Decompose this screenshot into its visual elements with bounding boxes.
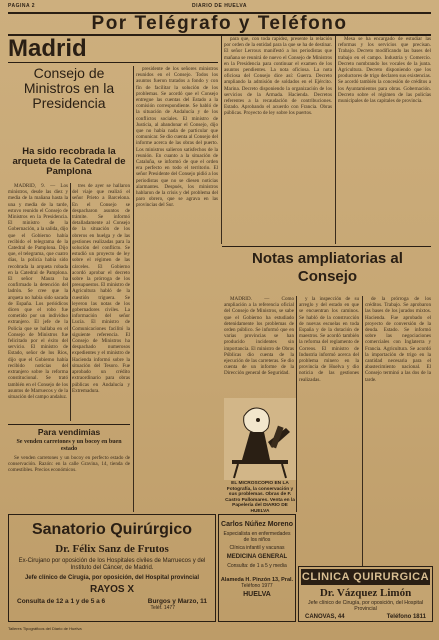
clinica-jefe: Jefe clínico de Cirugía, por oposición, del Hospital Provincial [307, 600, 424, 612]
doctor-address: Alameda H. Pinzón 13, Pral. [220, 577, 294, 583]
page-header [8, 2, 431, 10]
consulta-hours: Consulta: de 1 a 5 y media [227, 563, 287, 569]
article-column-1 [8, 183, 68, 421]
madrid-heading: Madrid [8, 36, 87, 60]
clinica-title: CLINICA QUIRURGICA [301, 571, 430, 583]
doctor-name: Carlos Núñez Moreno [221, 521, 293, 528]
microscope-illustration [224, 398, 296, 480]
notas-column-3 [365, 296, 431, 566]
article-text: para que, con toda rapidez, presente la relación por orden de la entidad para la que se ha de destinar. El señor Lerroux manifestó a los periodistas que mañana se reunirá de nuevo el Consejo de Ministros en la Presidencia para continuar el examen de los asuntos pendientes. La nota oficiosa. La nota oficiosa del Consejo dice así: Guerra. Decreto ampliando la admisión de soldados en el Ejército. Marina. Decreto disponiendo la organización de los servicios de la Armada. Hacienda. Decretos referentes a la recaudación de contribuciones. Estado. Aprobando el acuerdo con Francia. Obras públicas. Proyecto de ley sobre los puertos. [224, 36, 332, 117]
divider [222, 246, 431, 247]
page-number: PAGINA 2 [8, 3, 36, 9]
notas-text: y la inspección de su arreglo y del estado en que se encuentran los caminos. Se habló de la construcción de nuevas escuelas en toda España y de la dotación de maestros. Se acordó también la reforma del reglamento de Correos. El ministro de Industria informó acerca del problema minero en la provincia de Huelva y dio noticia de las gestiones realizadas. [299, 296, 359, 383]
vendimias-subtitle: Se venden carretones y un bocoy en buen estado [16, 439, 122, 452]
sanatorio-jefe: Jefe clínico de Cirugía, por oposición, del Hospital provincial [24, 575, 200, 581]
article-text: tres de ayer se hallaron del viaje que realizó el señor Prieto a Barcelona. En el Consejo se despacharon asuntos de trámite. Se informó detalladamente al Consejo de la situación de los obreros en huelga y de las gestiones realizadas para la solución del conflicto. Se estudió un proyecto de ley sobre el régimen de las cárceles. El Gobierno acordó aprobar el decreto sobre la prórroga de los presupuestos. El ministro de Agricultura habló de la cuestión triguera. Se leyeron las notas de los gobernadores civiles. La información del señor Lucía. El ministro de Comunicaciones facilitó la siguiente referencia. El Consejo de Ministros ha despachado numerosos expedientes y el ministro de Hacienda informó sobre la situación del Tesoro. Fue aprobado un crédito extraordinario para obras públicas en Andalucía y Extremadura. [72, 183, 130, 394]
article-column-5 [338, 36, 431, 244]
vendimias-text: Se venden carretones y un bocoy en perfecto estado de conservación. Razón: en la calle Gravina, 14, tienda de comestibles. Precios económicos. [8, 455, 130, 474]
article-column-4 [224, 36, 332, 244]
specialty-line: MEDICINA GENERAL [226, 554, 288, 560]
carlos-nunez-ad [218, 514, 296, 622]
article-text: MADRID, 9. — Los ministros, desde las diez y media de la mañana hasta la una y media de la tarde, estuvo reunido el Consejo de Ministros en la Presidencia. El ministro de la Gobernación, a la salida, dijo que el Gobierno había recibido el telegrama de la Catedral de Pamplona. Dijo que, el telegrama, que cuatro días, la policía había sido recobrada la arqueta robada en la Catedral de Pamplona. El señor Maura ha confirmado la detención del ladrón. Se cree que la arqueta no había sido sacada de España. Los periódicos dicen que el robo fue cometido por un individuo extranjero. El jefe de la Policía que se hallaba en el Consejo de Ministros fue felicitado por el éxito del servicio. El ministro de Estado, señor de los Ríos, dijo que el Gobierno había recibido noticias del extranjero sobre la reforma constitucional. Se trató también en el Consejo de los asuntos de Marruecos y de la situación del campo andaluz. [8, 183, 68, 400]
notas-text: de la prórroga de los créditos. Trabajo. Se aprobaron las bases de los jurados mixtos. Hacienda. Fue aprobado el proyecto de conversión de la deuda. Estado. Se informó sobre las negociaciones comerciales con Inglaterra y Francia. Agricultura. Se acordó la importación de trigo en la cantidad necesaria para el abastecimiento nacional. El Consejo terminó a las dos de la tarde. [365, 296, 431, 383]
divider [8, 62, 218, 63]
divider [8, 424, 130, 425]
clinica-director: Dr. Vázquez Limón [319, 587, 412, 599]
column-rule [335, 36, 336, 244]
specialty-line: de los niños [243, 537, 271, 543]
sanatorio-director: Dr. Félix Sanz de Frutos [55, 543, 169, 555]
notas-heading: Notas ampliatorias al Consejo [252, 250, 403, 285]
sanatorio-title: Sanatorio Quirúrgico [31, 521, 192, 538]
article-text: Mesa se ha encargado de estudiar las reformas y los servicios que precisan. Trabajo. Decreto modificando las bases del trabajo en el campo. Industria y Comercio. Decreto nombrando los vocales de la junta. Agricultura. Decreto disponiendo que los productores de trigo declaren sus existencias. Se acordó también la concesión de créditos a los Ayuntamientos para obras. Gobernación. Decreto sobre el régimen de las policías municipales de las capitales de provincia. [338, 36, 431, 105]
vendimias-box [8, 427, 130, 509]
article-column-2 [72, 183, 130, 421]
notas-text: MADRID. — Como ampliación a la referencia oficial del Consejo de Ministros, se sabe que el Gobierno ha estudiado detenidamente los problemas de orden público. Se informó que en varias provincias se han producido incidentes sin importancia. El ministro de Obras Públicas dio cuenta de la ejecución de las carreteras. Se dio cuenta de un informe de la Dirección general de Seguridad. [224, 296, 294, 377]
vendimias-title: Para vendimias [37, 427, 101, 437]
notas-column-1 [224, 296, 294, 396]
column-rule [296, 296, 297, 512]
arqueta-heading: Ha sido recobrada la arqueta de la Catedral de Pamplona [12, 147, 126, 177]
sanatorio-telephone: Teléf. 1477 [150, 605, 175, 611]
article-text: presidente de los señores ministros reunidos en el Consejo. Todos los asuntos fueron tratados a fondo y con fin de facilitar la solución de los problemas. Se acordó que el Consejo entregue las cuentas del Estado a la comisión correspondiente. Se habló de la situación de Andalucía y de los conflictos sociales. El ministro de Justicia, al abandonar el Consejo, dijo que no había nada de particular que comunicar. Se dio cuenta al Consejo del informe acerca de las obras del puerto. Los ministros salieron satisfechos de la reunión. En cuanto a la situación de Cataluña, se informó de que el orden era perfecto en todo el territorio. El señor Presidente del Consejo pidió a los periodistas que no se diesen noticias alarmantes. Después, los ministros hablaron de la crisis y del problema del paro obrero, que se agrava en las provincias del Sur. [136, 66, 218, 209]
column-rule [70, 183, 71, 421]
consejo-heading-box [8, 66, 130, 144]
sanatorio-consulta: Consulta de 12 a 1 y de 5 a 6 [17, 598, 106, 605]
specialty-line: Clínica infantil y vacunas [229, 545, 285, 551]
arqueta-heading-box [8, 147, 130, 181]
newspaper-name: DIARIO DE HUELVA [191, 3, 248, 9]
article-column-3 [136, 66, 218, 512]
madrid-heading-box [8, 36, 218, 60]
clinica-address: CANOVAS, 44 [305, 614, 345, 620]
section-banner: Por Telégrafo y Teléfono [8, 12, 431, 36]
illustration-caption: EL MICROSCOPIO EN LA Fotografía, la conservación y sus problemas. Obras de F. Castro Pallomares. Venta en la Papelería del DIARIO DE HUELVA [225, 481, 295, 514]
doctor-city: HUELVA [243, 591, 271, 598]
notas-heading-box [224, 250, 431, 294]
clinica-telephone: Teléfono 1811 [386, 614, 426, 620]
page-footer: Talleres Tipográficos del Diario de Huelva [8, 626, 82, 631]
sanatorio-ad [8, 514, 216, 622]
column-rule [221, 36, 222, 244]
column-rule [133, 66, 134, 512]
sanatorio-address: Burgos y Marzo, 11 [147, 598, 207, 605]
specialty-line: Especialista en enfermedades [223, 531, 291, 537]
sanatorio-description: Ex-Cirujano por oposición de los Hospitales civiles de Marruecos y del Instituto del Cáncer, de Madrid. [18, 558, 206, 571]
clinica-ad [298, 566, 433, 622]
sanatorio-rayos: RAYOS X [89, 584, 135, 595]
doctor-telephone: Teléfono 1977 [241, 583, 273, 589]
notas-column-2 [299, 296, 359, 512]
column-rule [362, 296, 363, 566]
consejo-heading: Consejo de Ministros en la Presidencia [23, 66, 115, 111]
